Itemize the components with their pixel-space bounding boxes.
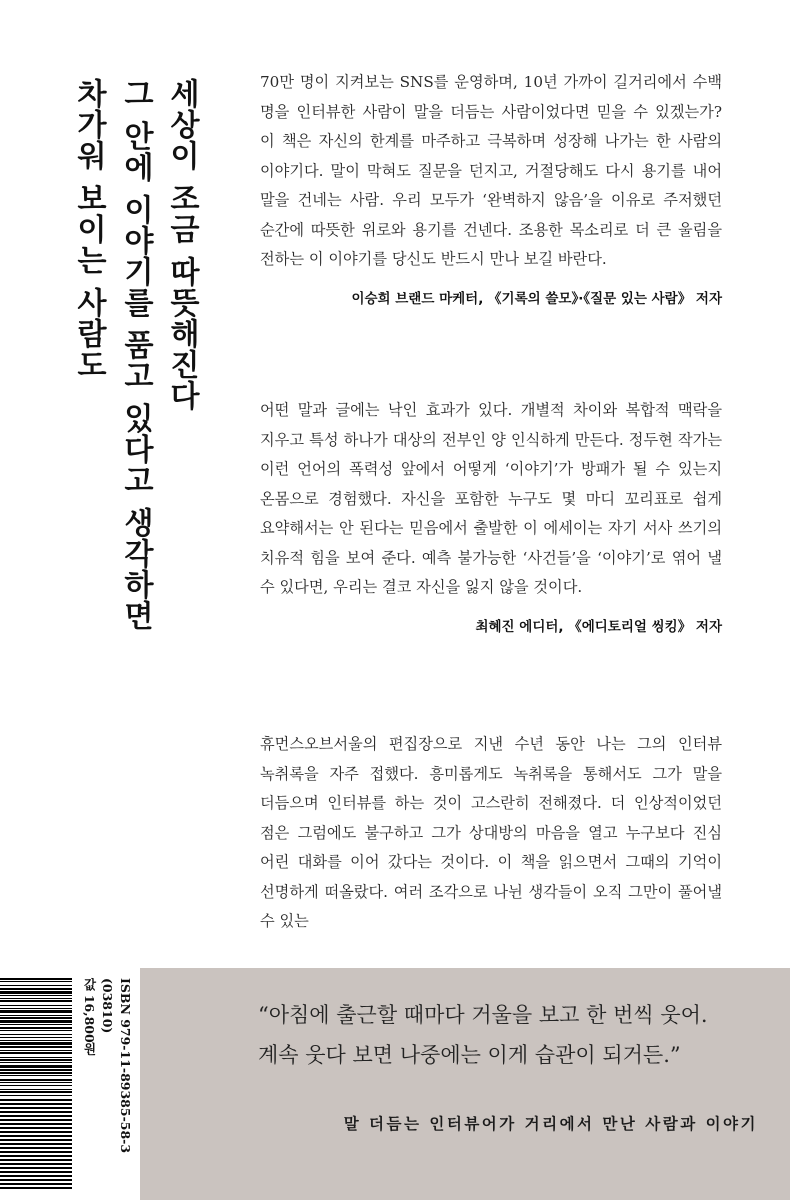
quote-line-1: “아침에 출근할 때마다 거울을 보고 한 번씩 웃어. — [258, 1003, 708, 1027]
barcode — [0, 978, 72, 1190]
barcode-bar — [0, 1189, 72, 1190]
blurb-text: 휴먼스오브서울의 편집장으로 지낸 수년 동안 나는 그의 인터뷰 녹취록을 자주 접했다. 흥미롭게도 녹취록을 통해서도 그가 말을 더듬으며 인터뷰를 하는 것이 고스란히 전해졌다. 더 인상적이었던 점은 그럼에도 불구하고 그가 상대방의 마음을 열고 누구보다 진심 어린 대화를 이어 갔다는 것이다. 이 책을 읽으면서 그때의 기억이 선명하게 떠올랐다. 여러 조각으로 나뉜 생각들이 오직 그만이 풀어낼 수 있는 — [260, 735, 722, 930]
blurb-text: 70만 명이 지켜보는 SNS를 운영하며, 10년 가까이 길거리에서 수백 명을 인터뷰한 사람이 말을 더듬는 사람이었다면 믿을 수 있겠는가? 이 책은 자신의 한계를 마주하고 극복하며 성장해 나가는 한 사람의 이야기다. 말이 막혀도 질문을 던지고, 거절당해도 다시 용기를 내어 말을 건네는 사람. 우리 모두가 ‘완벽하지 않음’을 이유로 주저했던 순간에 따뜻한 위로와 용기를 건넨다. 조용한 목소리로 더 큰 울림을 전하는 이 이야기를 당신도 반드시 만나 보길 바란다. — [260, 73, 722, 268]
blurb-2 — [260, 396, 722, 635]
headline-line-2: 그 안에 이야기를 품고 있다고 생각하면 — [118, 78, 153, 632]
blurb-text: 어떤 말과 글에는 낙인 효과가 있다. 개별적 차이와 복합적 맥락을 지우고 특성 하나가 대상의 전부인 양 인식하게 만든다. 정두현 작가는 이런 언어의 폭력성 앞에서 어떻게 ‘이야기’가 방패가 될 수 있는지 온몸으로 경험했다. 자신을 포함한 누구도 몇 마디 꼬리표로 쉽게 요약해서는 안 된다는 믿음에서 출발한 이 에세이는 자기 서사 쓰기의 치유적 힘을 보여 준다. 예측 불가능한 ‘사건들’을 ‘이야기’로 엮어 낼 수 있다면, 우리는 결코 자신을 잃지 않을 것이다. — [260, 401, 722, 596]
quote-line-2: 계속 웃다 보면 나중에는 이게 습관이 되거든.” — [258, 1043, 681, 1067]
headline-line-1: 세상이 조금 따뜻해진다 — [164, 78, 199, 411]
isbn-number: ISBN 979-11-89385-58-3 (03810) — [100, 978, 133, 1154]
pull-quote — [258, 995, 758, 1075]
blurb-1 — [260, 68, 722, 307]
blurb-3 — [260, 730, 722, 937]
headline-line-3: 차가워 보이는 사람도 — [71, 78, 106, 380]
isbn-block — [80, 978, 134, 1200]
blurb-attribution: 최혜진 에디터, 《에디토리얼 씽킹》 저자 — [475, 618, 722, 635]
price-label: 값 16,800원 — [82, 978, 97, 1056]
blurb-attribution: 이승희 브랜드 마케터, 《기록의 쓸모》·《질문 있는 사람》 저자 — [351, 290, 722, 307]
book-subtitle: 말 더듬는 인터뷰어가 거리에서 만난 사람과 이야기 — [343, 1115, 758, 1133]
